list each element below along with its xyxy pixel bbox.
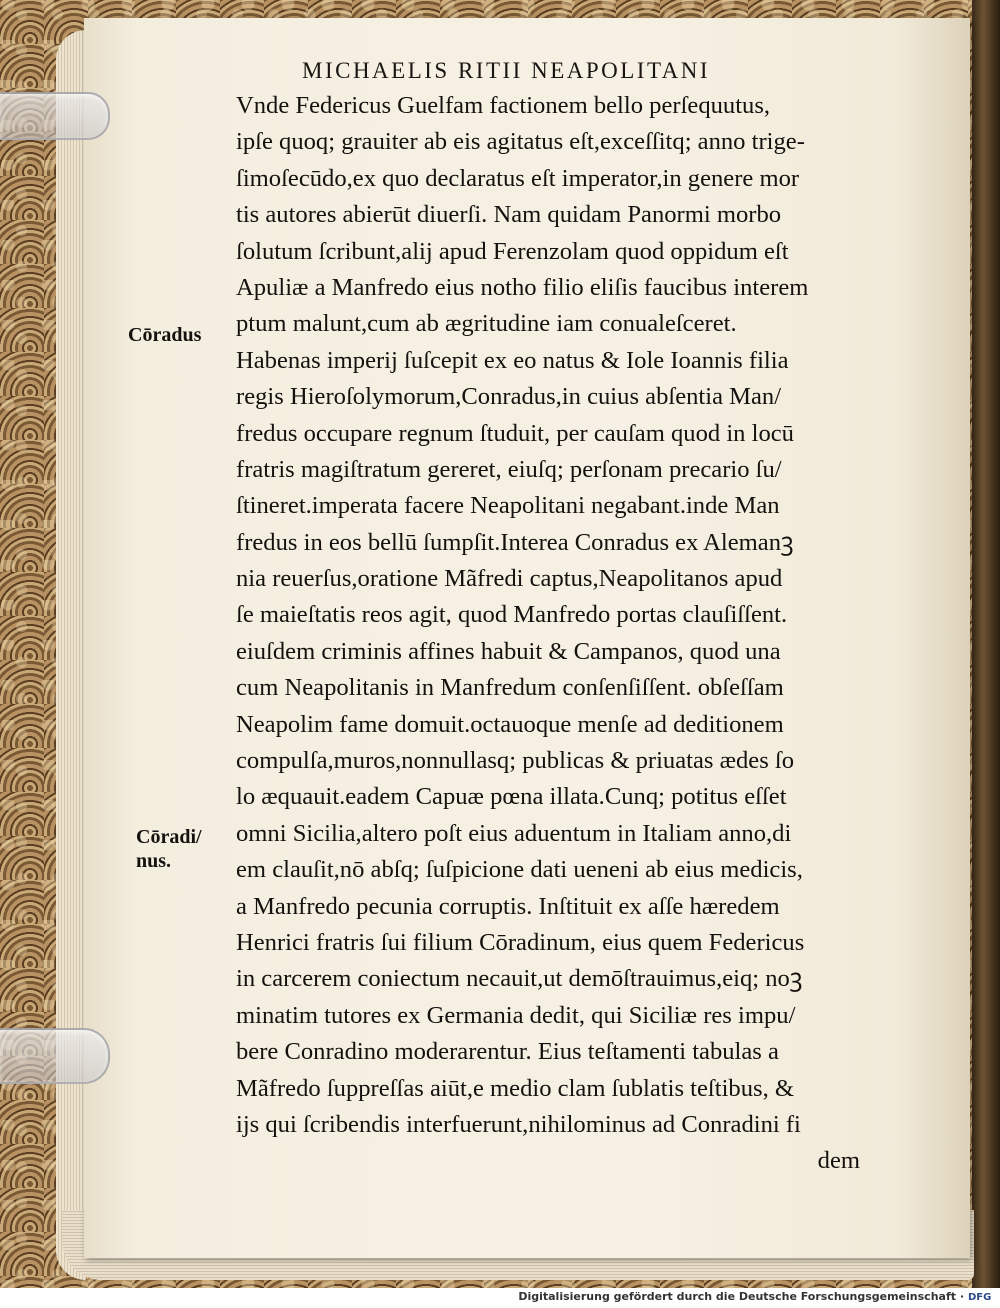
- text-line: lo æquauit.eadem Capuæ pœna illata.Cunq; potitus eſſet: [236, 783, 787, 811]
- text-line: in carcerem coniectum necauit,ut demōſtrauimus,eiq; noꝫ: [236, 965, 803, 993]
- text-line: ſolutum ſcribunt,alij apud Ferenzolam quod oppidum eſt: [236, 237, 789, 265]
- text-line: eiuſdem criminis affines habuit & Campanos, quod una: [236, 637, 781, 665]
- text-line: ſtineret.imperata facere Neapolitani negabant.inde Man: [236, 492, 780, 520]
- text-line: compulſa,muros,nonnullasq; publicas & priuatas ædes ſo: [236, 747, 795, 775]
- text-line: ſe maieſtatis reos agit, quod Manfredo portas clauſiſſent.: [236, 601, 788, 629]
- text-line: Mãfredo ſuppreſſas aiūt,e medio clam ſublatis teſtibus, &: [236, 1074, 795, 1102]
- text-line: fredus occupare regnum ſtuduit, per cauſam quod in locū: [236, 419, 794, 447]
- text-line: fredus in eos bellū ſumpſit.Interea Conradus ex Alemanꝫ: [236, 528, 794, 556]
- text-line: ijs qui ſcribendis interfuerunt,nihilominus ad Conradini fi: [236, 1110, 801, 1138]
- marginal-note-text: Cōradus: [128, 324, 202, 346]
- text-line: ptum malunt,cum ab ægritudine iam conualeſceret.: [236, 310, 737, 338]
- running-head: MICHAELIS RITII NEAPOLITANI: [302, 58, 711, 83]
- book-spine: [972, 0, 1000, 1288]
- page-edges-left: [56, 30, 86, 1280]
- text-line: Apuliæ a Manfredo eius notho filio eliſis faucibus interem: [236, 273, 809, 301]
- marginal-note-line: Cōradi/: [136, 826, 202, 848]
- footer-bar: [0, 1288, 1000, 1308]
- text-line: bere Conradino moderarentur. Eius teſtamenti tabulas a: [236, 1038, 779, 1066]
- marginal-note-line: nus.: [136, 850, 172, 872]
- dfg-logo-icon: DFG: [968, 1292, 992, 1303]
- text-line: tis autores abierūt diuerſi. Nam quidam Panormi morbo: [236, 201, 782, 229]
- funding-credit: Digitalisierung gefördert durch die Deutsche Forschungsgemeinschaft ·: [518, 1290, 964, 1303]
- marginal-note-conradinus: [136, 825, 202, 873]
- text-line: Habenas imperij ſuſcepit ex eo natus & Iole Ioannis filia: [236, 346, 789, 374]
- page-clip-top: [0, 92, 110, 140]
- text-line: fratris magiſtratum gereret, eiuſq; perſonam precario ſu/: [236, 455, 782, 483]
- text-line: em clauſit,nō abſq; ſuſpicione dati ueneni ab eius medicis,: [236, 856, 803, 884]
- page-clip-bottom: [0, 1028, 110, 1084]
- text-line: a Manfredo pecunia corruptis. Inſtituit ex aſſe hæredem: [236, 892, 780, 920]
- text-line: minatim tutores ex Germania dedit, qui Siciliæ res impu/: [236, 1001, 796, 1029]
- text-line: cum Neapolitanis in Manfredum conſenſiſſent. obſeſſam: [236, 674, 784, 702]
- catchword: dem: [817, 1147, 860, 1175]
- main-text-block: [236, 88, 860, 1180]
- text-line: ipſe quoq; grauiter ab eis agitatus eſt,exceſſitq; anno trige-: [236, 128, 805, 156]
- text-line: regis Hieroſolymorum,Conradus,in cuius abſentia Man/: [236, 383, 782, 411]
- text-line: ſimoſecūdo,ex quo declaratus eſt imperator,in genere mor: [236, 164, 800, 192]
- text-line: Henrici fratris ſui filium Cōradinum, eius quem Federicus: [236, 928, 805, 956]
- text-line: nia reuerſus,oratione Mãfredi captus,Neapolitanos apud: [236, 565, 783, 593]
- marginal-note-conradus: [128, 323, 201, 347]
- text-line: Neapolim fame domuit.octauoque menſe ad deditionem: [236, 710, 784, 738]
- text-line: omni Sicilia,altero poſt eius aduentum in Italiam anno,di: [236, 819, 792, 847]
- text-line: Vnde Federicus Guelfam factionem bello perſequutus,: [236, 92, 771, 119]
